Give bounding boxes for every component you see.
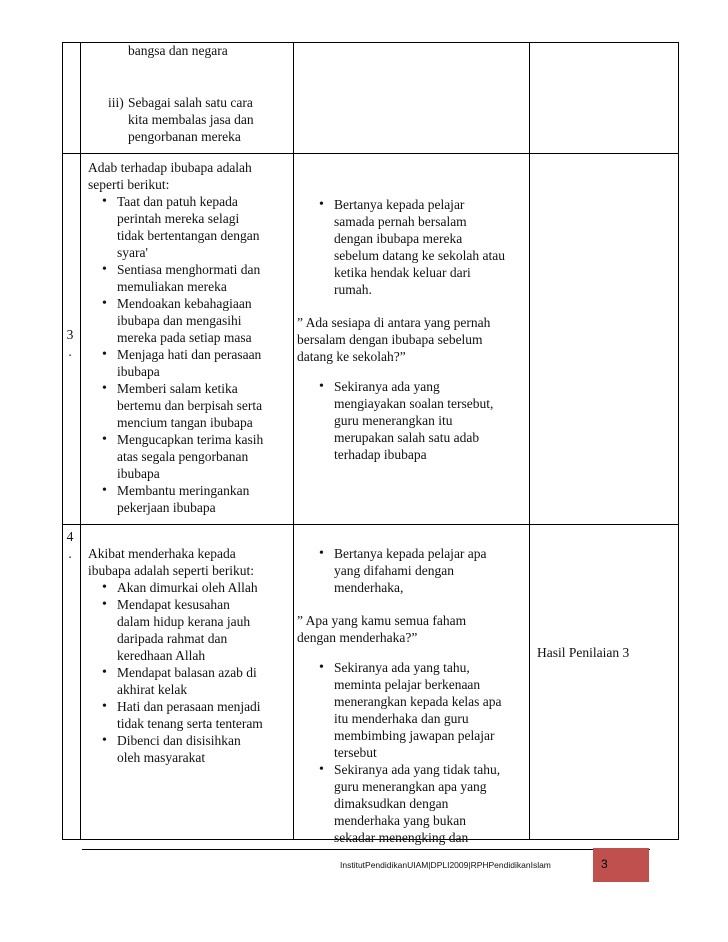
question-line: datang ke sekolah?” <box>297 349 406 364</box>
list-item: • Sekiranya ada yang tidak tahu, guru menerangkan apa yang dimaksudkan dengan menderhaka yang bukan sekadar menengking dan <box>311 761 532 846</box>
column-divider <box>80 43 81 839</box>
activity-list <box>297 378 532 463</box>
list-item: • Membantu meringankan pekerjaan ibubapa <box>94 482 293 516</box>
akibat-list <box>88 579 293 766</box>
list-item: • Sentiasa menghormati dan memuliakan mereka <box>94 261 293 295</box>
text-line: kita membalas jasa dan <box>128 112 254 127</box>
row-3-content-cell <box>88 159 293 516</box>
question-line: dengan menderhaka?” <box>297 630 418 645</box>
row-number-dot: . <box>68 546 72 561</box>
list-item: • Menjaga hati dan perasaan ibubapa <box>94 346 293 380</box>
list-item: • Bertanya kepada pelajar samada pernah bersalam dengan ibubapa mereka sebelum datang ke sekolah atau ketika hendak keluar dari rumah. <box>311 196 532 298</box>
list-item: • Memberi salam ketika bertemu dan berpisah serta mencium tangan ibubapa <box>94 380 293 431</box>
question-line: ” Ada sesiapa di antara yang pernah <box>297 315 491 330</box>
row-4-activity-cell-2 <box>297 659 532 846</box>
question-line: bersalam dengan ibubapa sebelum <box>297 332 483 347</box>
list-item: • Mendoakan kebahagiaan ibubapa dan mengasihi mereka pada setiap masa <box>94 295 293 346</box>
activity-list <box>297 196 532 298</box>
adab-list <box>88 193 293 516</box>
item-iii-marker: iii) <box>108 95 124 110</box>
question-line: ” Apa yang kamu semua faham <box>297 613 467 628</box>
row-divider <box>63 524 678 525</box>
row-4-content-cell <box>88 545 293 766</box>
row-4-remark: Hasil Penilaian 3 <box>537 645 630 660</box>
intro-line: ibubapa adalah seperti berikut: <box>88 563 255 578</box>
row-number: 4 <box>66 529 74 544</box>
intro-line: seperti berikut: <box>88 177 170 192</box>
page-number: 3 <box>601 857 608 871</box>
list-item: • Taat dan patuh kepada perintah mereka selagi tidak bertentangan dengan syara' <box>94 193 293 261</box>
activity-list <box>297 545 532 596</box>
list-item: • Dibenci dan disisihkan oleh masyarakat <box>94 732 293 766</box>
intro-line: Adab terhadap ibubapa adalah <box>88 160 252 175</box>
row-3-question <box>297 314 532 365</box>
column-divider <box>293 43 294 839</box>
row-number-dot: . <box>68 344 72 359</box>
text-line: Sebagai salah satu cara <box>128 95 253 110</box>
list-item: • Mengucapkan terima kasih atas segala pengorbanan ibubapa <box>94 431 293 482</box>
row-number: 3 <box>66 327 74 342</box>
list-item: • Bertanya kepada pelajar apa yang difahami dengan menderhaka, <box>311 545 532 596</box>
top-row-content-cell <box>128 42 298 59</box>
intro-line: Akibat menderhaka kepada <box>88 546 236 561</box>
activity-list <box>297 659 532 846</box>
list-item: • Mendapat kesusahan dalam hidup kerana jauh daripada rahmat dan keredhaan Allah <box>94 596 293 664</box>
footer-text: InstitutPendidikanUIAM|DPLI2009|RPHPendidikanIslam <box>340 860 551 870</box>
page-number-box <box>593 848 649 882</box>
row-divider <box>63 153 678 154</box>
list-item: • Sekiranya ada yang mengiayakan soalan tersebut, guru menerangkan itu merupakan salah satu adab terhadap ibubapa <box>311 378 532 463</box>
row-4-activity-cell <box>297 545 532 596</box>
text-line: pengorbanan mereka <box>128 129 241 144</box>
continuation-text: bangsa dan negara <box>128 43 228 58</box>
list-item: • Hati dan perasaan menjadi tidak tenang serta tenteram <box>94 698 293 732</box>
list-item: • Akan dimurkai oleh Allah <box>94 579 293 596</box>
footer-rule <box>82 849 650 850</box>
row-3-activity-cell-2 <box>297 378 532 463</box>
list-item: • Mendapat balasan azab di akhirat kelak <box>94 664 293 698</box>
row-4-question <box>297 612 532 646</box>
list-item: • Sekiranya ada yang tahu, meminta pelajar berkenaan menerangkan kepada kelas apa itu menderhaka dan guru membimbing jawapan pelajar tersebut <box>311 659 532 761</box>
row-3-activity-cell <box>297 196 532 298</box>
